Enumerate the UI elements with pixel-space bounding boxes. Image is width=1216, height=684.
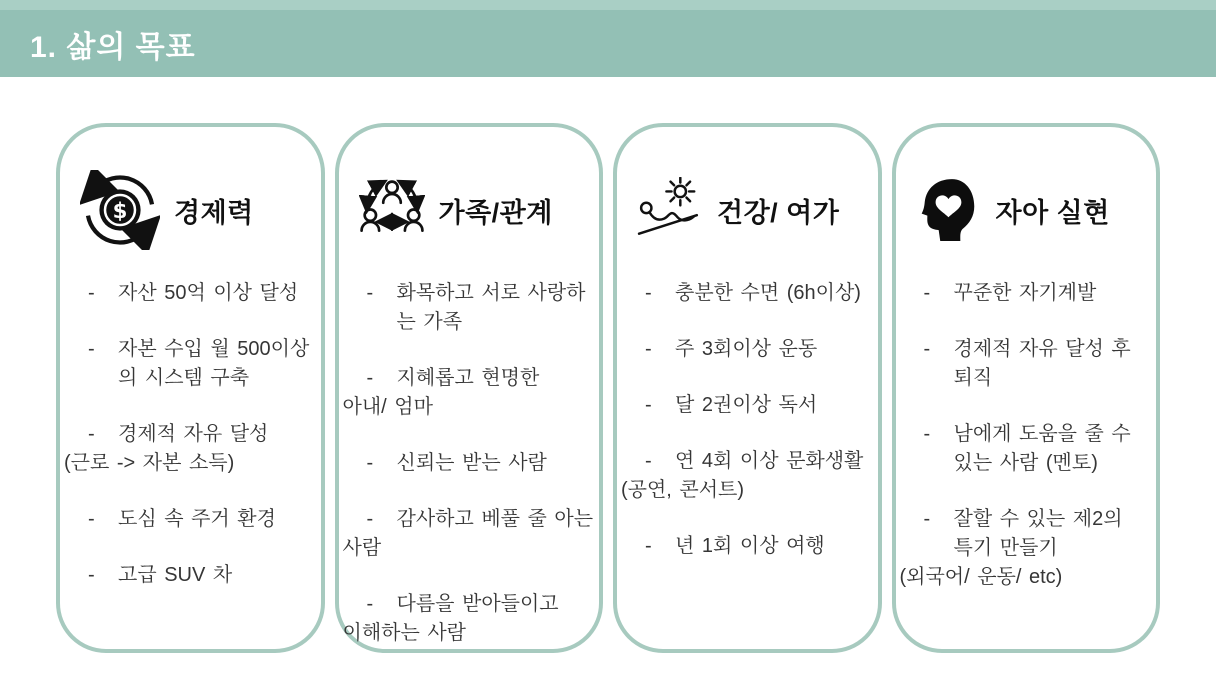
goal-text: 도심 속 주거 환경 [118,508,276,530]
bullet-marker: - [366,367,374,389]
goal-line [900,534,1153,563]
money-cycle-icon [80,170,160,250]
bullet-marker: - [645,535,652,557]
card-body [621,279,874,561]
goal-line [621,447,874,476]
bullet-marker: - [88,423,95,445]
goal-line [343,590,596,619]
head-heart-icon [916,177,982,243]
bullet-marker: - [923,338,931,360]
goal-card-3 [613,123,882,653]
goal-line [343,308,596,337]
goal-line [64,364,317,393]
goal-text: 충분한 수면 (6h이상) [675,282,861,304]
goal-item [64,279,317,308]
goal-item [621,335,874,364]
goal-text: 고급 SUV 차 [118,564,233,586]
goal-line [64,335,317,364]
goal-line [64,420,317,449]
goal-text: (외국어/ 운동/ etc) [899,566,1063,588]
goal-line [343,364,596,393]
card-body [64,279,317,590]
goal-text: 경제적 자유 달성 후 [953,338,1131,360]
bullet-marker: - [923,508,931,530]
card-body [343,279,596,648]
goal-text: 있는 사람 (멘토) [953,452,1098,474]
goal-line [900,449,1153,478]
goal-text: 꾸준한 자기계발 [953,282,1097,304]
bullet-marker: - [366,282,374,304]
goal-line [64,561,317,590]
goal-item [64,420,317,478]
card-title: 경제력 [174,197,254,228]
card-title: 가족/관계 [438,197,553,228]
bullet-marker: - [366,452,374,474]
goal-line [343,505,596,534]
goal-item [64,505,317,534]
goal-item [900,420,1153,478]
card-title-row [621,167,874,253]
goal-line [621,476,874,505]
goal-line [64,449,317,478]
goal-item [343,590,596,648]
goal-item [621,391,874,420]
bullet-marker: - [923,423,931,445]
goal-item [621,279,874,308]
goal-line [343,449,596,478]
goal-line [343,279,596,308]
card-title-row [64,167,317,253]
goal-line [621,391,874,420]
goal-text: 년 1회 이상 여행 [675,535,825,557]
goal-item [900,279,1153,308]
goal-text: 신뢰는 받는 사람 [396,452,547,474]
goal-line [900,563,1153,592]
goal-line [64,279,317,308]
bullet-marker: - [88,282,95,304]
cards-row [56,123,1160,653]
goal-text: 아내/ 엄마 [342,396,433,418]
goal-text: 지혜롭고 현명한 [396,367,540,389]
goal-text: 이해하는 사람 [342,622,466,644]
bullet-marker: - [366,593,374,615]
goal-line [900,335,1153,364]
goal-item [64,335,317,393]
goal-text: 퇴직 [953,367,993,389]
goal-line [900,279,1153,308]
bullet-marker: - [645,394,652,416]
goal-text: 다름을 받아들이고 [396,593,559,615]
card-title-row [343,167,596,253]
goal-text: 특기 만들기 [953,537,1058,559]
goal-text: 화목하고 서로 사랑하 [396,282,586,304]
goal-line [900,505,1153,534]
goal-item [621,447,874,505]
goal-text: (공연, 콘서트) [621,479,745,501]
goal-card-4 [892,123,1161,653]
goal-item [900,505,1153,592]
goal-text: 자본 수입 월 500이상 [118,338,310,360]
bullet-marker: - [88,564,95,586]
svg-text:$: $ [112,199,128,225]
family-network-icon [359,177,425,243]
bullet-marker: - [88,508,95,530]
goal-line [343,534,596,563]
leisure-sun-icon [637,177,703,243]
goal-line [343,619,596,648]
goal-item [621,532,874,561]
goal-card-2 [335,123,604,653]
goal-item [343,449,596,478]
goal-text: 자산 50억 이상 달성 [118,282,299,304]
card-body [900,279,1153,592]
slide-header-bar [0,0,1216,77]
card-title: 자아 실현 [995,197,1110,228]
goal-item [64,561,317,590]
goal-item [900,335,1153,393]
goal-text: 의 시스템 구축 [118,367,250,389]
bullet-marker: - [923,282,931,304]
goal-line [621,532,874,561]
goal-item [343,505,596,563]
goal-line [900,420,1153,449]
goal-item [343,279,596,337]
goal-text: 남에게 도움을 줄 수 [953,423,1131,445]
goal-text: 잘할 수 있는 제2의 [953,508,1123,530]
goal-text: 주 3회이상 운동 [675,338,818,360]
goal-text: 달 2권이상 독서 [675,394,818,416]
goal-text: 는 가족 [396,311,463,333]
bullet-marker: - [645,338,652,360]
slide-title: 1. 삶의 목표 [30,31,196,64]
goal-text: 사람 [342,537,382,559]
goal-line [343,393,596,422]
bullet-marker: - [88,338,95,360]
bullet-marker: - [645,450,652,472]
goal-line [64,505,317,534]
header-top-strip [0,0,1216,10]
goal-line [621,279,874,308]
card-title-row [900,167,1153,253]
goal-item [343,364,596,422]
bullet-marker: - [645,282,652,304]
goal-text: 감사하고 베풀 줄 아는 [396,508,594,530]
card-title: 건강/ 여가 [717,197,840,228]
goal-line [621,335,874,364]
goal-text: 경제적 자유 달성 [118,423,269,445]
goal-line [900,364,1153,393]
goal-text: 연 4회 이상 문화생활 [675,450,864,472]
goal-text: (근로 -> 자본 소득) [64,452,235,474]
goal-card-1 [56,123,325,653]
bullet-marker: - [366,508,374,530]
